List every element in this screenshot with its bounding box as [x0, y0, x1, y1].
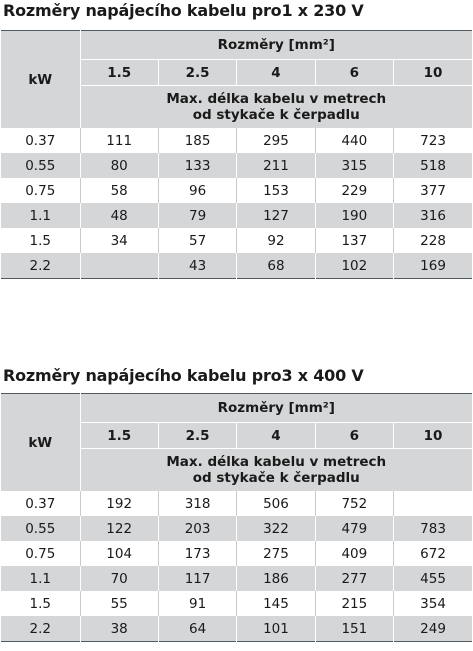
length-cell: 102 — [315, 253, 393, 279]
length-cell: 38 — [80, 616, 158, 642]
length-cell: 68 — [237, 253, 315, 279]
size-header: 6 — [315, 423, 393, 449]
length-cell: 318 — [158, 491, 236, 516]
length-cell: 133 — [158, 153, 236, 178]
length-cell: 518 — [394, 153, 472, 178]
length-cell: 34 — [80, 228, 158, 253]
table-row — [1, 491, 472, 516]
sizes-header: Rozměry [mm²] — [80, 394, 472, 423]
length-cell: 215 — [315, 591, 393, 616]
size-header: 1.5 — [80, 60, 158, 86]
length-cell: 173 — [158, 541, 236, 566]
length-cell: 455 — [394, 566, 472, 591]
length-cell: 104 — [80, 541, 158, 566]
table-title: Rozměry napájecího kabelu pro3 x 400 V — [3, 366, 364, 385]
length-cell: 316 — [394, 203, 472, 228]
cable-table-section-230v — [0, 0, 473, 279]
length-cell: 295 — [237, 128, 315, 153]
table-row — [1, 566, 472, 591]
table-row — [1, 178, 472, 203]
length-cell: 58 — [80, 178, 158, 203]
kw-cell: 1.1 — [1, 203, 80, 228]
kw-cell: 0.37 — [25, 132, 56, 149]
kw-cell: 0.75 — [25, 182, 56, 199]
kw-cell: 0.55 — [1, 153, 80, 178]
length-cell: 79 — [158, 203, 236, 228]
length-cell: 192 — [80, 491, 158, 516]
length-cell: 96 — [158, 178, 236, 203]
length-cell: 322 — [237, 516, 315, 541]
sizes-header: Rozměry [mm²] — [80, 31, 472, 60]
table-row — [1, 541, 472, 566]
length-cell — [80, 253, 158, 279]
kw-header: kW — [1, 394, 80, 492]
kw-cell: 2.2 — [1, 253, 80, 279]
length-cell: 145 — [237, 591, 315, 616]
length-cell: 186 — [237, 566, 315, 591]
length-cell: 122 — [80, 516, 158, 541]
length-cell: 91 — [158, 591, 236, 616]
length-cell: 506 — [237, 491, 315, 516]
length-cell: 229 — [315, 178, 393, 203]
description-line: od stykače k čerpadlu — [192, 470, 360, 486]
length-cell: 111 — [80, 128, 158, 153]
length-cell: 117 — [158, 566, 236, 591]
length-cell: 169 — [394, 253, 472, 279]
size-header: 10 — [394, 60, 472, 86]
length-cell: 377 — [394, 178, 472, 203]
length-cell: 752 — [315, 491, 393, 516]
table-row — [1, 253, 472, 279]
size-header: 1.5 — [80, 423, 158, 449]
kw-header: kW — [1, 31, 80, 129]
length-cell: 723 — [394, 128, 472, 153]
length-cell: 440 — [315, 128, 393, 153]
length-cell: 70 — [80, 566, 158, 591]
cable-size-table — [1, 30, 472, 279]
kw-cell: 0.55 — [1, 516, 80, 541]
length-cell: 80 — [80, 153, 158, 178]
table-row — [1, 616, 472, 642]
max-length-description — [80, 86, 472, 129]
kw-cell: 0.75 — [25, 545, 56, 562]
length-cell: 409 — [315, 541, 393, 566]
length-cell: 185 — [158, 128, 236, 153]
table-row — [1, 591, 472, 616]
kw-cell: 1.1 — [1, 566, 80, 591]
length-cell: 101 — [237, 616, 315, 642]
size-header: 10 — [394, 423, 472, 449]
length-cell: 354 — [394, 591, 472, 616]
size-header: 6 — [315, 60, 393, 86]
description-line: od stykače k čerpadlu — [192, 107, 360, 123]
max-length-description — [80, 449, 472, 492]
kw-cell: 1.5 — [29, 595, 51, 612]
length-cell — [394, 491, 472, 516]
table-row — [1, 516, 472, 541]
length-cell: 151 — [315, 616, 393, 642]
length-cell: 275 — [237, 541, 315, 566]
size-header: 4 — [237, 423, 315, 449]
length-cell: 127 — [237, 203, 315, 228]
description-line: Max. délka kabelu v metrech — [166, 454, 387, 470]
length-cell: 203 — [158, 516, 236, 541]
length-cell: 55 — [80, 591, 158, 616]
kw-cell: 2.2 — [1, 616, 80, 642]
length-cell: 211 — [237, 153, 315, 178]
table-row — [1, 203, 472, 228]
table-row — [1, 128, 472, 153]
cable-table-section-400v — [0, 365, 473, 642]
length-cell: 43 — [158, 253, 236, 279]
size-header: 2.5 — [158, 60, 236, 86]
length-cell: 249 — [394, 616, 472, 642]
length-cell: 64 — [158, 616, 236, 642]
length-cell: 57 — [158, 228, 236, 253]
length-cell: 672 — [394, 541, 472, 566]
length-cell: 92 — [237, 228, 315, 253]
size-header: 4 — [237, 60, 315, 86]
size-header: 2.5 — [158, 423, 236, 449]
length-cell: 190 — [315, 203, 393, 228]
length-cell: 153 — [237, 178, 315, 203]
length-cell: 479 — [315, 516, 393, 541]
description-line: Max. délka kabelu v metrech — [166, 91, 387, 107]
length-cell: 228 — [394, 228, 472, 253]
length-cell: 137 — [315, 228, 393, 253]
table-row — [1, 153, 472, 178]
length-cell: 277 — [315, 566, 393, 591]
length-cell: 315 — [315, 153, 393, 178]
kw-cell: 0.37 — [25, 495, 56, 512]
kw-cell: 1.5 — [29, 232, 51, 249]
table-title: Rozměry napájecího kabelu pro1 x 230 V — [3, 1, 364, 20]
length-cell: 48 — [80, 203, 158, 228]
length-cell: 783 — [394, 516, 472, 541]
table-row — [1, 228, 472, 253]
cable-size-table — [1, 393, 472, 642]
